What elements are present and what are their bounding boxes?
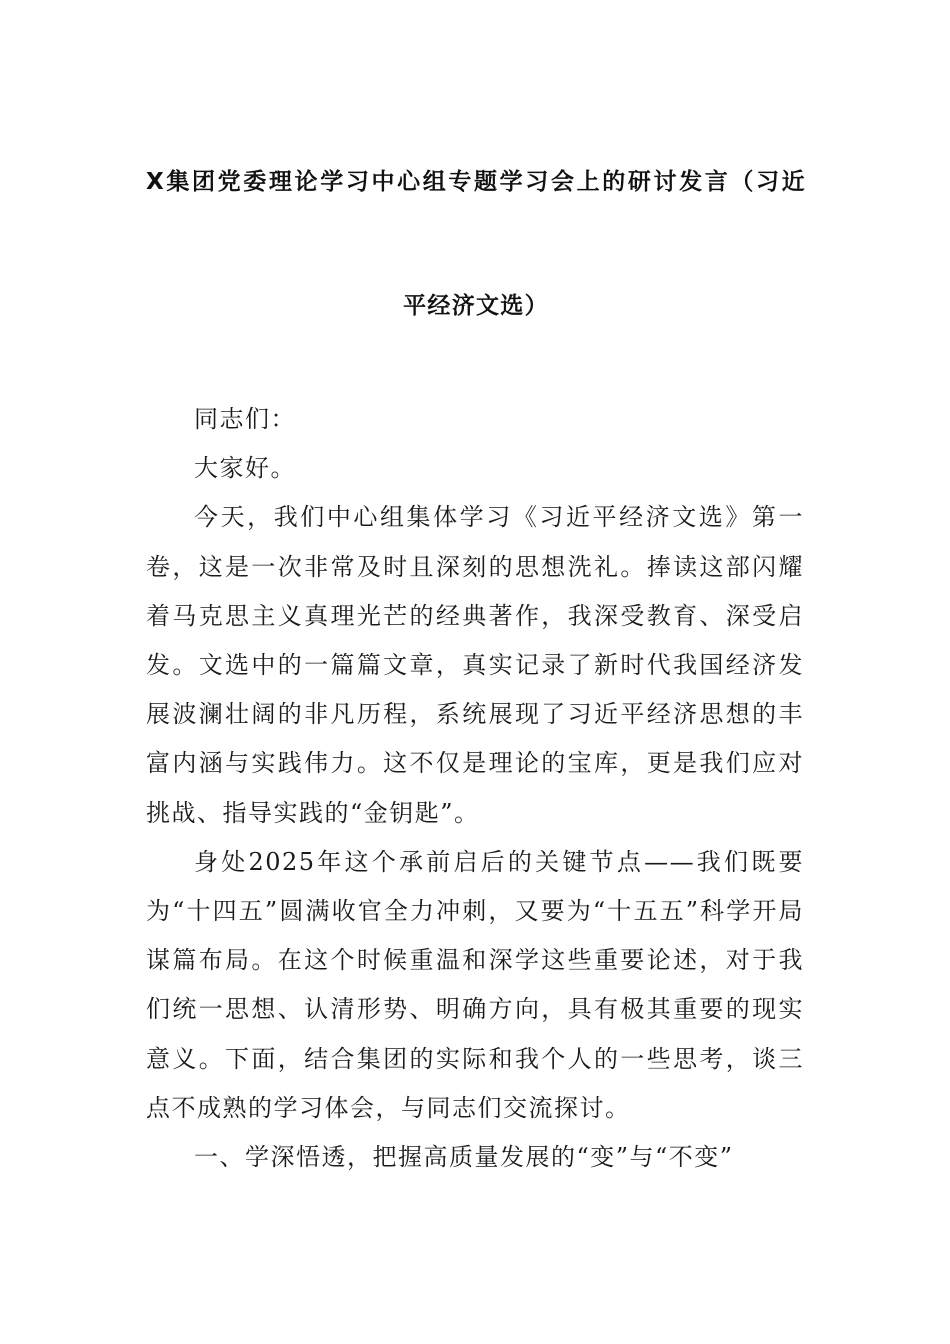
title-line-2: 平经济文选） — [403, 293, 549, 319]
title-line-1: X集团党委理论学习中心组专题学习会上的研讨发言（习近 — [146, 169, 806, 195]
salutation: 同志们： — [194, 405, 296, 433]
body-paragraph: 身处2025年这个承前启后的关键节点——我们既要为“十四五”圆满收官全力冲刺，又要为“十五五”科学开局谋篇布局。在这个时候重温和深学这些重要论述，对于我们统一思想、认清形势、明确方向，具有极其重要的现实意义。下面，结合集团的实际和我个人的一些思考，谈三点不成熟的学习体会，与同志们交流探讨。 — [146, 847, 804, 1122]
greeting: 大家好。 — [194, 454, 296, 483]
document-body — [146, 395, 804, 1182]
body-paragraph: 今天，我们中心组集体学习《习近平经济文选》第一卷，这是一次非常及时且深刻的思想洗礼。捧读这部闪耀着马克思主义真理光芒的经典著作，我深受教育、深受启发。文选中的一篇篇文章，真实记录了新时代我国经济发展波澜壮阔的非凡历程，系统展现了习近平经济思想的丰富内涵与实践伟力。这不仅是理论的宝库，更是我们应对挑战、指导实践的“金钥匙”。 — [146, 503, 804, 827]
section-heading: 一、学深悟透，把握高质量发展的“变”与“不变” — [194, 1143, 734, 1172]
document-title — [146, 150, 806, 338]
